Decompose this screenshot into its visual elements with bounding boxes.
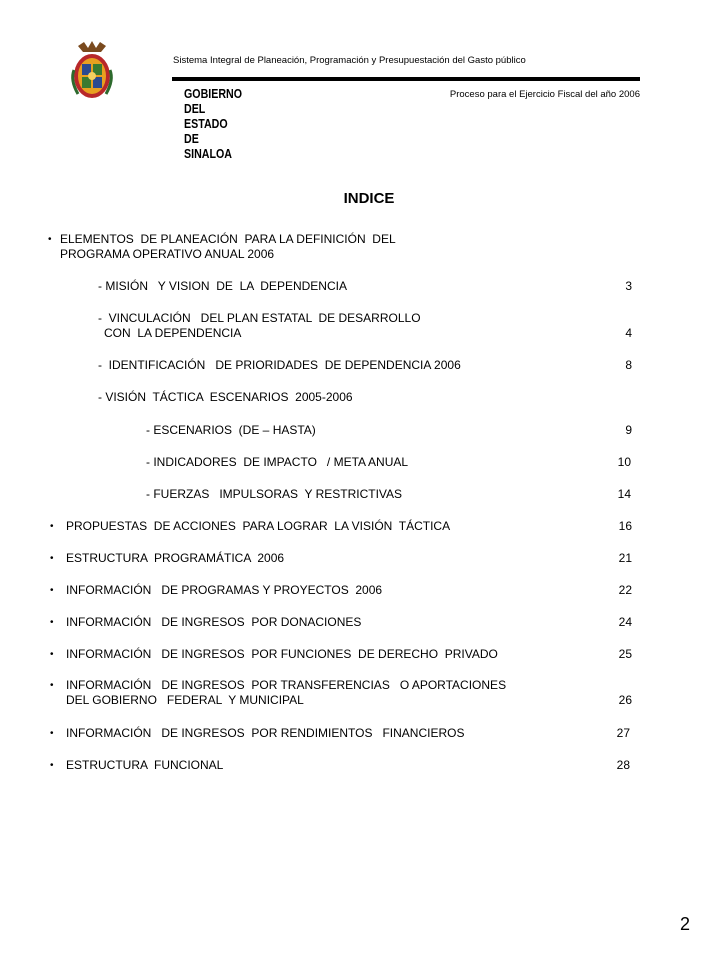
toc-entry-text: - VINCULACIÓN DEL PLAN ESTATAL DE DESARROLLO: [98, 311, 421, 325]
page-number: 2: [679, 914, 690, 934]
bullet-icon: •: [50, 649, 54, 660]
toc-entry-text: - INDICADORES DE IMPACTO / META ANUAL: [146, 455, 409, 469]
logo-line: DE SINALOA: [184, 131, 232, 161]
toc-entry-text: INFORMACIÓN DE INGRESOS POR TRANSFERENCIAS O APORTACIONES: [66, 678, 507, 692]
toc-entry-text: ESTRUCTURA PROGRAMÁTICA 2006: [66, 551, 285, 565]
logo-line: DEL ESTADO: [184, 101, 228, 131]
toc-entry-text: INFORMACIÓN DE INGRESOS POR RENDIMIENTOS FINANCIEROS: [66, 726, 465, 740]
logo-wordmark: [184, 86, 242, 161]
bullet-icon: •: [50, 728, 54, 739]
toc-entry-text: INFORMACIÓN DE PROGRAMAS Y PROYECTOS 2006: [66, 583, 383, 597]
government-logo: [68, 40, 243, 161]
system-title: Sistema Integral de Planeación, Programación y Presupuestación del Gasto público: [173, 55, 526, 66]
toc-page-number: 26: [618, 693, 632, 707]
toc-page-number: 16: [618, 519, 632, 533]
bullet-icon: •: [48, 234, 52, 245]
toc-entry-text: - ESCENARIOS (DE – HASTA): [146, 423, 316, 437]
toc-page-number: 10: [617, 455, 631, 469]
toc-entry-text: PROPUESTAS DE ACCIONES PARA LOGRAR LA VISIÓN TÁCTICA: [66, 519, 451, 533]
toc-entry-text: INFORMACIÓN DE INGRESOS POR DONACIONES: [66, 615, 362, 629]
fiscal-year-subtitle: Proceso para el Ejercicio Fiscal del año 2006: [449, 89, 640, 100]
toc-page-number: 25: [618, 647, 632, 661]
bullet-icon: •: [50, 617, 54, 628]
toc-page-number: 22: [618, 583, 632, 597]
toc-entry-text: CON LA DEPENDENCIA: [104, 326, 242, 340]
toc-entry-text: - IDENTIFICACIÓN DE PRIORIDADES DE DEPENDENCIA 2006: [98, 358, 461, 372]
toc-page-number: 4: [625, 326, 632, 340]
toc-page-number: 27: [616, 726, 630, 740]
bullet-icon: •: [50, 760, 54, 771]
shield-emblem-icon: [68, 40, 116, 104]
toc-page-number: 8: [625, 358, 632, 372]
logo-line: GOBIERNO: [184, 86, 243, 101]
bullet-icon: •: [50, 585, 54, 596]
toc-page-number: 21: [618, 551, 632, 565]
toc-entry-text: - VISIÓN TÁCTICA ESCENARIOS 2005-2006: [98, 390, 353, 404]
toc-page-number: 9: [625, 423, 632, 437]
toc-entry-text: INFORMACIÓN DE INGRESOS POR FUNCIONES DE DERECHO PRIVADO: [66, 647, 498, 661]
toc-entry-text: - MISIÓN Y VISION DE LA DEPENDENCIA: [98, 279, 347, 293]
bullet-icon: •: [50, 553, 54, 564]
toc-entry-text: DEL GOBIERNO FEDERAL Y MUNICIPAL: [66, 693, 304, 707]
index-title: INDICE: [343, 190, 395, 207]
toc-entry-text: ELEMENTOS DE PLANEACIÓN PARA LA DEFINICIÓN DEL: [60, 232, 396, 246]
bullet-icon: •: [50, 680, 54, 691]
bullet-icon: •: [50, 521, 54, 532]
toc-page-number: 24: [618, 615, 632, 629]
toc-entry-text: ESTRUCTURA FUNCIONAL: [66, 758, 224, 772]
toc-page-number: 14: [617, 487, 631, 501]
toc-page-number: 3: [625, 279, 632, 293]
header-divider: [172, 77, 640, 81]
toc-entry-text: - FUERZAS IMPULSORAS Y RESTRICTIVAS: [146, 487, 403, 501]
toc-page-number: 28: [616, 758, 630, 772]
toc-entry-text: PROGRAMA OPERATIVO ANUAL 2006: [60, 247, 275, 261]
